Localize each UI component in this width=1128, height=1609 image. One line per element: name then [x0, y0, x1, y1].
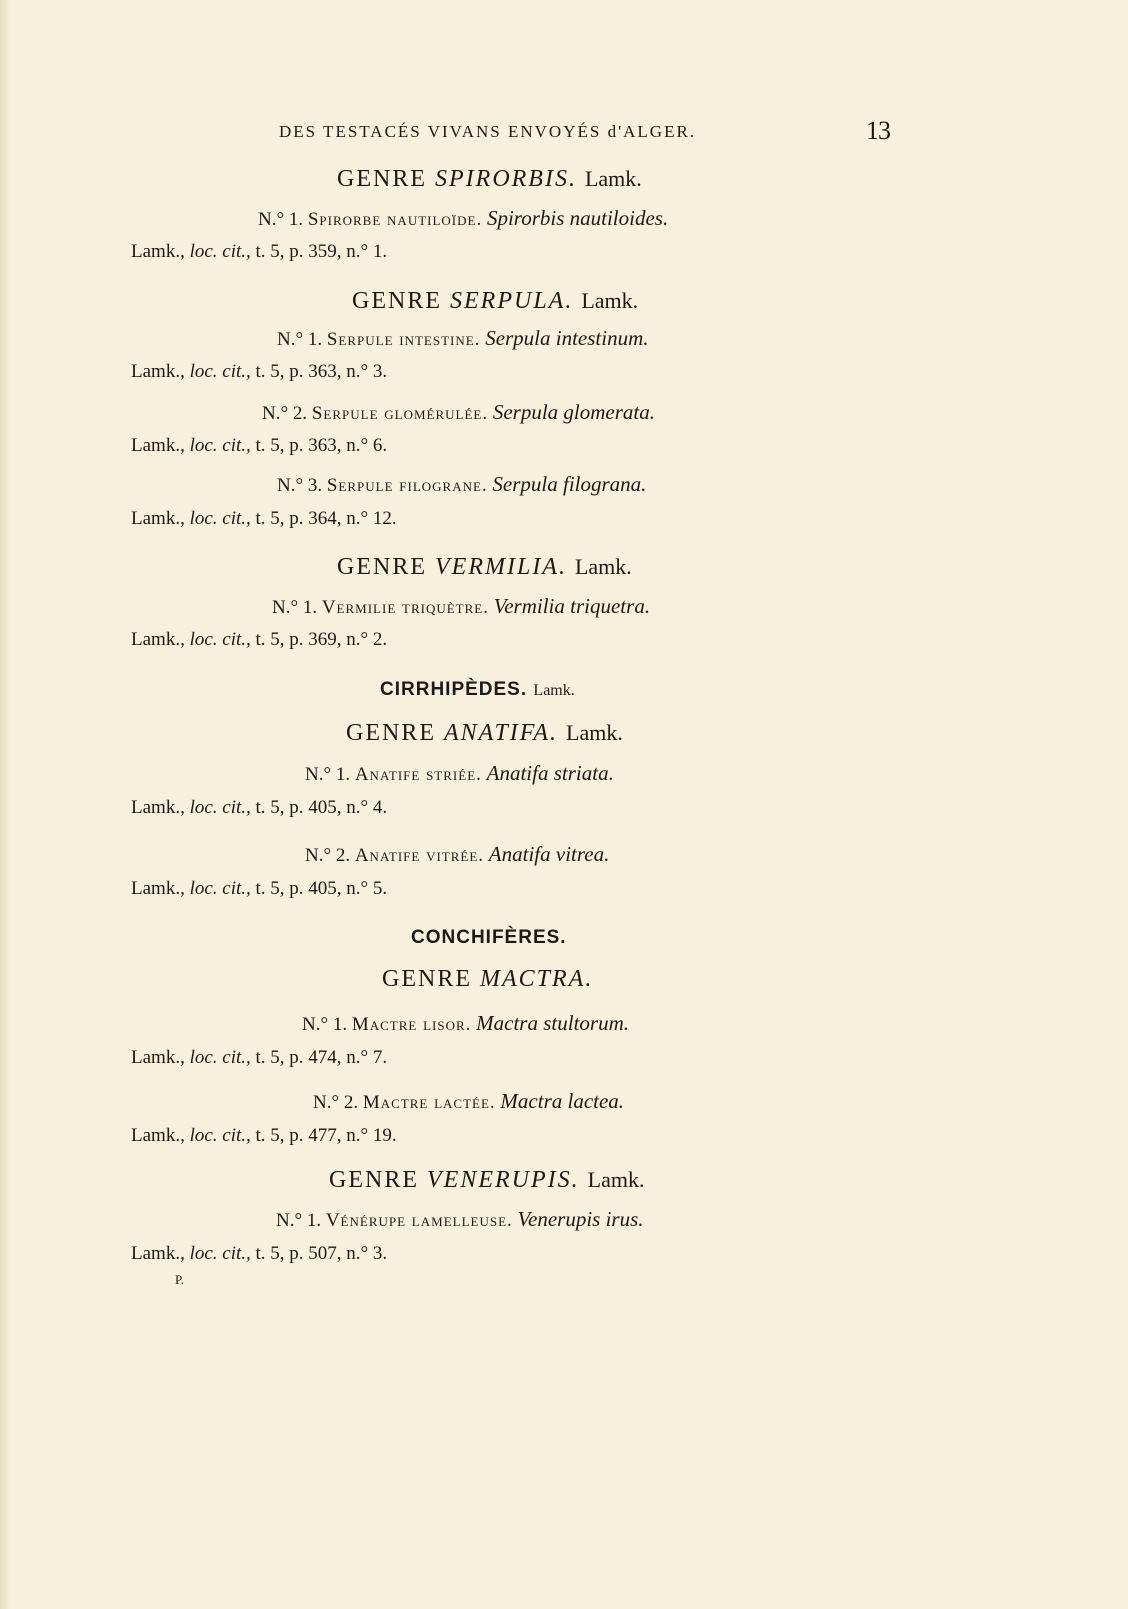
reference-detail: t. 5, p. 363, n.° 3.: [255, 361, 388, 382]
latin-name: Anatifa striata.: [486, 761, 614, 785]
species-entry: [305, 761, 614, 786]
reference-author: Lamk.,: [131, 361, 185, 382]
latin-name: Serpula glomerata.: [492, 400, 656, 424]
genus-label: GENRE: [337, 166, 427, 192]
class-name: CONCHIFÈRES.: [411, 927, 567, 948]
reference-line: [131, 241, 387, 263]
reference-author: Lamk.,: [131, 797, 185, 818]
class-heading: [380, 679, 575, 701]
genus-label: GENRE: [346, 720, 436, 746]
page-edge: [0, 0, 10, 1609]
reference-line: [131, 361, 387, 383]
reference-detail: t. 5, p. 364, n.° 12.: [255, 508, 397, 529]
reference-detail: t. 5, p. 477, n.° 19.: [255, 1125, 397, 1146]
vernacular-name: Vénérupe lamelleuse.: [325, 1210, 513, 1231]
reference-loc: loc. cit.,: [189, 361, 251, 382]
entry-number: N.° 1.: [277, 329, 323, 350]
page-number: 13: [866, 116, 890, 145]
species-entry: [302, 1011, 629, 1036]
reference-line: [131, 1047, 387, 1069]
reference-line: [131, 797, 387, 819]
genus-heading: [337, 166, 642, 193]
reference-loc: loc. cit.,: [189, 1047, 251, 1068]
species-entry: [277, 472, 646, 497]
reference-loc: loc. cit.,: [189, 878, 251, 899]
vernacular-name: Mactre lactée.: [362, 1092, 496, 1113]
class-heading: [411, 927, 567, 949]
reference-author: Lamk.,: [131, 435, 185, 456]
reference-loc: loc. cit.,: [189, 241, 251, 262]
reference-detail: t. 5, p. 369, n.° 2.: [255, 629, 388, 650]
reference-detail: t. 5, p. 363, n.° 6.: [255, 435, 388, 456]
reference-loc: loc. cit.,: [189, 629, 251, 650]
running-head: DES TESTACÉS VIVANS ENVOYÉS d'ALGER.: [279, 122, 697, 141]
entry-number: N.° 1.: [305, 764, 351, 785]
species-entry: [272, 594, 650, 619]
reference-detail: t. 5, p. 405, n.° 5.: [255, 878, 388, 899]
reference-detail: t. 5, p. 405, n.° 4.: [255, 797, 388, 818]
species-entry: [305, 842, 609, 867]
latin-name: Vermilia triquetra.: [493, 594, 651, 618]
genus-label: GENRE: [352, 288, 442, 314]
reference-author: Lamk.,: [131, 629, 185, 650]
vernacular-name: Serpule glomérulée.: [311, 403, 489, 424]
reference-author: Lamk.,: [131, 1243, 185, 1264]
species-entry: [276, 1207, 644, 1232]
reference-loc: loc. cit.,: [189, 435, 251, 456]
reference-loc: loc. cit.,: [189, 1125, 251, 1146]
latin-name: Mactra stultorum.: [476, 1011, 629, 1035]
reference-detail: t. 5, p. 359, n.° 1.: [255, 241, 388, 262]
vernacular-name: Serpule filograne.: [326, 475, 488, 496]
reference-line: [131, 435, 387, 457]
reference-line: [131, 878, 387, 900]
genus-name: VERMILIA.: [435, 554, 567, 580]
genus-author: Lamk.: [574, 554, 632, 579]
reference-detail: t. 5, p. 507, n.° 3.: [255, 1243, 388, 1264]
genus-author: Lamk.: [581, 288, 639, 313]
reference-line: [131, 629, 387, 651]
class-name: CIRRHIPÈDES.: [380, 679, 528, 700]
genus-name: VENERUPIS.: [427, 1167, 580, 1193]
vernacular-name: Spirorbe nautiloïde.: [307, 209, 483, 230]
genus-heading: [337, 554, 632, 581]
entry-number: N.° 2.: [313, 1092, 359, 1113]
reference-loc: loc. cit.,: [189, 1243, 251, 1264]
class-author: Lamk.: [533, 682, 575, 699]
reference-author: Lamk.,: [131, 1047, 185, 1068]
vernacular-name: Mactre lisor.: [351, 1014, 472, 1035]
reference-loc: loc. cit.,: [189, 797, 251, 818]
species-entry: [262, 400, 655, 425]
entry-number: N.° 1.: [272, 597, 318, 618]
entry-number: N.° 1.: [302, 1014, 348, 1035]
genus-label: GENRE: [329, 1167, 419, 1193]
reference-author: Lamk.,: [131, 878, 185, 899]
genus-heading: [382, 966, 593, 993]
entry-number: N.° 3.: [277, 475, 323, 496]
latin-name: Serpula filograna.: [492, 472, 647, 496]
genus-heading: [329, 1167, 644, 1194]
vernacular-name: Serpule intestine.: [326, 329, 481, 350]
reference-line: [131, 508, 397, 530]
vernacular-name: Anatife striée.: [354, 764, 482, 785]
latin-name: Anatifa vitrea.: [488, 842, 610, 866]
entry-number: N.° 2.: [262, 403, 308, 424]
signature-mark: P.: [175, 1272, 185, 1287]
species-entry: [313, 1089, 624, 1114]
reference-author: Lamk.,: [131, 508, 185, 529]
latin-name: Serpula intestinum.: [485, 326, 649, 350]
genus-heading: [346, 720, 623, 747]
entry-number: N.° 1.: [258, 209, 304, 230]
genus-name: SERPULA.: [450, 288, 574, 314]
species-entry: [277, 326, 649, 351]
species-entry: [258, 206, 668, 231]
latin-name: Mactra lactea.: [500, 1089, 625, 1113]
reference-line: [131, 1243, 387, 1265]
reference-detail: t. 5, p. 474, n.° 7.: [255, 1047, 388, 1068]
entry-number: N.° 2.: [305, 845, 351, 866]
entry-number: N.° 1.: [276, 1210, 322, 1231]
genus-name: SPIRORBIS.: [435, 166, 577, 192]
latin-name: Spirorbis nautiloides.: [486, 206, 669, 230]
reference-loc: loc. cit.,: [189, 508, 251, 529]
latin-name: Venerupis irus.: [517, 1207, 644, 1231]
genus-author: Lamk.: [587, 1167, 645, 1192]
genus-name: ANATIFA.: [444, 720, 559, 746]
vernacular-name: Anatife vitrée.: [354, 845, 485, 866]
vernacular-name: Vermilie triquètre.: [321, 597, 489, 618]
reference-author: Lamk.,: [131, 1125, 185, 1146]
genus-label: GENRE: [382, 966, 472, 992]
reference-line: [131, 1125, 397, 1147]
genus-name: MACTRA.: [480, 966, 594, 992]
reference-author: Lamk.,: [131, 241, 185, 262]
genus-author: Lamk.: [566, 720, 623, 745]
genus-label: GENRE: [337, 554, 427, 580]
genus-heading: [352, 288, 638, 315]
genus-author: Lamk.: [584, 166, 642, 191]
